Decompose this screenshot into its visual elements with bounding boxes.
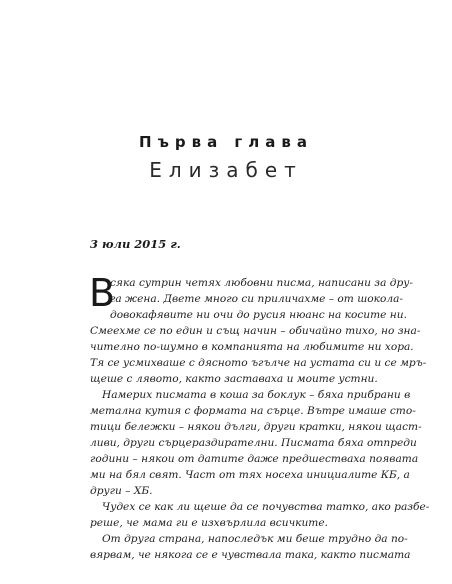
text-line: сяка сутрин четях любовни писма, написани за дру- — [110, 277, 413, 289]
text-line: ливи, други сърцераздирателни. Писмата бяха отпреди — [90, 437, 417, 449]
chapter-number-heading: Първа глава — [139, 133, 313, 151]
chapter-title: Елизабет — [149, 158, 303, 182]
text-line: щеше с лявото, както заставаха и моите устни. — [90, 373, 378, 385]
text-line: метална кутия с формата на сърце. Вътре имаше сто- — [90, 405, 416, 417]
text-line: години – някои от датите даже предшестваха появата — [90, 453, 419, 465]
text-line: Чудех се как ли щеше да се почувства татко, ако разбе- — [102, 501, 430, 513]
text-line: га жена. Двете много си приличахме – от шоколa- — [110, 293, 403, 305]
text-line: други – ХБ. — [90, 485, 153, 497]
text-line: От друга страна, напоследък ми беше трудно да по- — [102, 533, 408, 545]
text-line: чително по-шумно в компанията на любимите ни хора. — [90, 341, 414, 353]
text-line: Смеехме се по един и същ начин – обичайно тихо, но зна- — [90, 325, 421, 337]
entry-date: 3 юли 2015 г. — [90, 237, 181, 251]
text-line: реше, че мама ги е изхвърлила всичките. — [90, 517, 328, 529]
text-line: тици бележки – някои дълги, други кратки, някои щаст- — [90, 421, 422, 433]
text-line: вярвам, че някога се е чувствала така, както писмата — [90, 549, 411, 561]
text-line: Тя се усмихваше с дясното ъгълче на устата си и се мръ- — [90, 357, 427, 369]
text-line: довокафявите ни очи до русия нюанс на косите ни. — [110, 309, 407, 321]
text-line: Намерих писмата в кошa за боклук – бяха прибрани в — [102, 389, 411, 401]
text-line: ми на бял свят. Част от тях носеха инициалите КБ, а — [90, 469, 410, 481]
drop-cap-letter: В — [89, 271, 116, 315]
